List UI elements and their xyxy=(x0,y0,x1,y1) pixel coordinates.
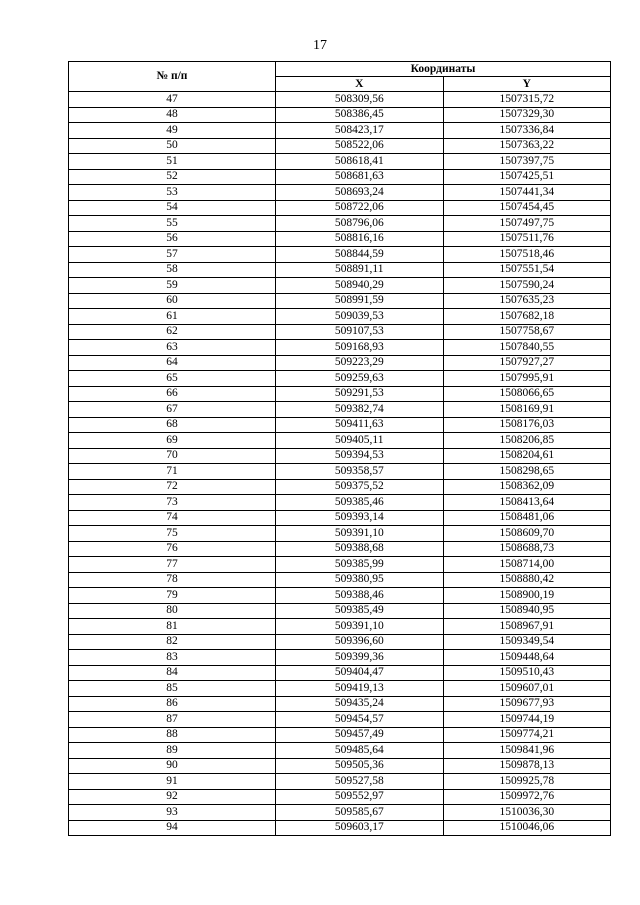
y-coordinate-cell: 1507363,22 xyxy=(443,138,611,154)
x-coordinate-cell: 508796,06 xyxy=(276,216,444,232)
point-number-cell: 91 xyxy=(69,774,276,790)
x-coordinate-cell: 509411,63 xyxy=(276,417,444,433)
x-coordinate-cell: 509385,99 xyxy=(276,557,444,573)
x-coordinate-cell: 509505,36 xyxy=(276,758,444,774)
point-number-cell: 82 xyxy=(69,634,276,650)
point-number-cell: 65 xyxy=(69,371,276,387)
point-number-cell: 50 xyxy=(69,138,276,154)
y-coordinate-cell: 1508481,06 xyxy=(443,510,611,526)
x-coordinate-cell: 509388,68 xyxy=(276,541,444,557)
x-coordinate-cell: 509404,47 xyxy=(276,665,444,681)
y-coordinate-cell: 1509878,13 xyxy=(443,758,611,774)
point-number-cell: 64 xyxy=(69,355,276,371)
table-row xyxy=(69,324,611,340)
point-number-header: № п/п xyxy=(69,62,276,92)
table-row xyxy=(69,712,611,728)
y-coordinate-cell: 1508967,91 xyxy=(443,619,611,635)
table-row xyxy=(69,572,611,588)
point-number-cell: 90 xyxy=(69,758,276,774)
point-number-cell: 53 xyxy=(69,185,276,201)
point-number-cell: 71 xyxy=(69,464,276,480)
table-row xyxy=(69,820,611,836)
point-number-cell: 74 xyxy=(69,510,276,526)
x-coordinate-cell: 509485,64 xyxy=(276,743,444,759)
x-coordinate-cell: 508891,11 xyxy=(276,262,444,278)
y-coordinate-cell: 1509510,43 xyxy=(443,665,611,681)
x-coordinate-cell: 508618,41 xyxy=(276,154,444,170)
x-coordinate-cell: 509259,63 xyxy=(276,371,444,387)
point-number-cell: 88 xyxy=(69,727,276,743)
point-number-cell: 54 xyxy=(69,200,276,216)
x-coordinate-cell: 509394,53 xyxy=(276,448,444,464)
coordinates-table xyxy=(68,61,611,836)
table-row xyxy=(69,650,611,666)
table-row xyxy=(69,758,611,774)
x-coordinate-cell: 509382,74 xyxy=(276,402,444,418)
table-row xyxy=(69,386,611,402)
x-coordinate-cell: 508991,59 xyxy=(276,293,444,309)
y-coordinate-cell: 1509841,96 xyxy=(443,743,611,759)
y-coordinate-cell: 1508688,73 xyxy=(443,541,611,557)
point-number-cell: 68 xyxy=(69,417,276,433)
table-row xyxy=(69,526,611,542)
table-row xyxy=(69,774,611,790)
y-coordinate-cell: 1509972,76 xyxy=(443,789,611,805)
y-coordinate-cell: 1508609,70 xyxy=(443,526,611,542)
point-number-cell: 94 xyxy=(69,820,276,836)
table-row xyxy=(69,355,611,371)
x-coordinate-cell: 509393,14 xyxy=(276,510,444,526)
table-row xyxy=(69,278,611,294)
table-row xyxy=(69,557,611,573)
y-coordinate-cell: 1507590,24 xyxy=(443,278,611,294)
y-coordinate-cell: 1509349,54 xyxy=(443,634,611,650)
x-coordinate-cell: 508309,56 xyxy=(276,92,444,108)
table-row xyxy=(69,696,611,712)
x-coordinate-cell: 509107,53 xyxy=(276,324,444,340)
x-coordinate-cell: 509223,29 xyxy=(276,355,444,371)
point-number-cell: 85 xyxy=(69,681,276,697)
page-number: 17 xyxy=(313,38,327,53)
table-row xyxy=(69,200,611,216)
table-row xyxy=(69,433,611,449)
table-row xyxy=(69,603,611,619)
y-coordinate-cell: 1508066,65 xyxy=(443,386,611,402)
table-row xyxy=(69,309,611,325)
point-number-cell: 92 xyxy=(69,789,276,805)
x-column-header: X xyxy=(276,77,444,92)
y-coordinate-cell: 1507511,76 xyxy=(443,231,611,247)
table-row xyxy=(69,588,611,604)
table-row xyxy=(69,154,611,170)
x-coordinate-cell: 509603,17 xyxy=(276,820,444,836)
table-row xyxy=(69,479,611,495)
x-coordinate-cell: 509585,67 xyxy=(276,805,444,821)
x-coordinate-cell: 508423,17 xyxy=(276,123,444,139)
y-coordinate-cell: 1508900,19 xyxy=(443,588,611,604)
x-coordinate-cell: 508693,24 xyxy=(276,185,444,201)
table-header-row xyxy=(69,62,611,77)
y-coordinate-cell: 1507518,46 xyxy=(443,247,611,263)
y-coordinate-cell: 1507682,18 xyxy=(443,309,611,325)
point-number-cell: 84 xyxy=(69,665,276,681)
y-coordinate-cell: 1507995,91 xyxy=(443,371,611,387)
point-number-cell: 63 xyxy=(69,340,276,356)
point-number-cell: 66 xyxy=(69,386,276,402)
table-row xyxy=(69,665,611,681)
point-number-cell: 67 xyxy=(69,402,276,418)
table-row xyxy=(69,743,611,759)
table-row xyxy=(69,402,611,418)
table-row xyxy=(69,619,611,635)
x-coordinate-cell: 509291,53 xyxy=(276,386,444,402)
table-row xyxy=(69,681,611,697)
table-row xyxy=(69,231,611,247)
point-number-cell: 93 xyxy=(69,805,276,821)
y-coordinate-cell: 1508204,61 xyxy=(443,448,611,464)
x-coordinate-cell: 509388,46 xyxy=(276,588,444,604)
table-row xyxy=(69,216,611,232)
point-number-cell: 78 xyxy=(69,572,276,588)
point-number-cell: 75 xyxy=(69,526,276,542)
x-coordinate-cell: 509391,10 xyxy=(276,526,444,542)
x-coordinate-cell: 509168,93 xyxy=(276,340,444,356)
point-number-cell: 55 xyxy=(69,216,276,232)
table-row xyxy=(69,727,611,743)
y-coordinate-cell: 1508413,64 xyxy=(443,495,611,511)
point-number-cell: 49 xyxy=(69,123,276,139)
x-coordinate-cell: 509039,53 xyxy=(276,309,444,325)
point-number-cell: 62 xyxy=(69,324,276,340)
table-row xyxy=(69,495,611,511)
x-coordinate-cell: 509435,24 xyxy=(276,696,444,712)
point-number-cell: 77 xyxy=(69,557,276,573)
y-coordinate-cell: 1508880,42 xyxy=(443,572,611,588)
y-coordinate-cell: 1509774,21 xyxy=(443,727,611,743)
table-row xyxy=(69,371,611,387)
x-coordinate-cell: 509396,60 xyxy=(276,634,444,650)
x-coordinate-cell: 508386,45 xyxy=(276,107,444,123)
x-coordinate-cell: 509457,49 xyxy=(276,727,444,743)
y-coordinate-cell: 1510036,30 xyxy=(443,805,611,821)
y-coordinate-cell: 1507329,30 xyxy=(443,107,611,123)
y-coordinate-cell: 1507441,34 xyxy=(443,185,611,201)
y-coordinate-cell: 1508176,03 xyxy=(443,417,611,433)
y-coordinate-cell: 1509677,93 xyxy=(443,696,611,712)
point-number-cell: 72 xyxy=(69,479,276,495)
y-coordinate-cell: 1508940,95 xyxy=(443,603,611,619)
point-number-cell: 83 xyxy=(69,650,276,666)
x-coordinate-cell: 509454,57 xyxy=(276,712,444,728)
y-coordinate-cell: 1507758,67 xyxy=(443,324,611,340)
y-coordinate-cell: 1507551,54 xyxy=(443,262,611,278)
x-coordinate-cell: 509380,95 xyxy=(276,572,444,588)
point-number-cell: 58 xyxy=(69,262,276,278)
x-coordinate-cell: 509358,57 xyxy=(276,464,444,480)
point-number-cell: 56 xyxy=(69,231,276,247)
y-coordinate-cell: 1507397,75 xyxy=(443,154,611,170)
table-row xyxy=(69,185,611,201)
y-coordinate-cell: 1507927,27 xyxy=(443,355,611,371)
table-row xyxy=(69,510,611,526)
table-row xyxy=(69,123,611,139)
x-coordinate-cell: 509375,52 xyxy=(276,479,444,495)
x-coordinate-cell: 509405,11 xyxy=(276,433,444,449)
x-coordinate-cell: 508522,06 xyxy=(276,138,444,154)
table-row xyxy=(69,805,611,821)
y-coordinate-cell: 1509607,01 xyxy=(443,681,611,697)
y-coordinate-cell: 1509744,19 xyxy=(443,712,611,728)
table-row xyxy=(69,169,611,185)
table-row xyxy=(69,464,611,480)
point-number-cell: 69 xyxy=(69,433,276,449)
point-number-cell: 76 xyxy=(69,541,276,557)
y-coordinate-cell: 1507315,72 xyxy=(443,92,611,108)
x-coordinate-cell: 509527,58 xyxy=(276,774,444,790)
table-row xyxy=(69,340,611,356)
point-number-cell: 60 xyxy=(69,293,276,309)
x-coordinate-cell: 508681,63 xyxy=(276,169,444,185)
x-coordinate-cell: 508816,16 xyxy=(276,231,444,247)
table-row xyxy=(69,138,611,154)
x-coordinate-cell: 509419,13 xyxy=(276,681,444,697)
point-number-cell: 52 xyxy=(69,169,276,185)
table-row xyxy=(69,92,611,108)
table-row xyxy=(69,247,611,263)
point-number-cell: 57 xyxy=(69,247,276,263)
y-coordinate-cell: 1508298,65 xyxy=(443,464,611,480)
table-row xyxy=(69,417,611,433)
table-row xyxy=(69,448,611,464)
point-number-cell: 80 xyxy=(69,603,276,619)
point-number-cell: 87 xyxy=(69,712,276,728)
point-number-cell: 79 xyxy=(69,588,276,604)
y-column-header: Y xyxy=(443,77,611,92)
table-row xyxy=(69,634,611,650)
table-row xyxy=(69,262,611,278)
point-number-cell: 86 xyxy=(69,696,276,712)
x-coordinate-cell: 509552,97 xyxy=(276,789,444,805)
point-number-cell: 51 xyxy=(69,154,276,170)
y-coordinate-cell: 1509448,64 xyxy=(443,650,611,666)
y-coordinate-cell: 1508206,85 xyxy=(443,433,611,449)
table-row xyxy=(69,541,611,557)
table-body xyxy=(69,92,611,836)
x-coordinate-cell: 508844,59 xyxy=(276,247,444,263)
point-number-cell: 73 xyxy=(69,495,276,511)
table-row xyxy=(69,107,611,123)
y-coordinate-cell: 1507497,75 xyxy=(443,216,611,232)
x-coordinate-cell: 508940,29 xyxy=(276,278,444,294)
y-coordinate-cell: 1508714,00 xyxy=(443,557,611,573)
point-number-cell: 59 xyxy=(69,278,276,294)
point-number-cell: 48 xyxy=(69,107,276,123)
point-number-cell: 47 xyxy=(69,92,276,108)
x-coordinate-cell: 509391,10 xyxy=(276,619,444,635)
x-coordinate-cell: 508722,06 xyxy=(276,200,444,216)
point-number-cell: 70 xyxy=(69,448,276,464)
coordinates-group-header: Координаты xyxy=(276,62,611,77)
y-coordinate-cell: 1508169,91 xyxy=(443,402,611,418)
y-coordinate-cell: 1508362,09 xyxy=(443,479,611,495)
y-coordinate-cell: 1510046,06 xyxy=(443,820,611,836)
x-coordinate-cell: 509385,49 xyxy=(276,603,444,619)
y-coordinate-cell: 1509925,78 xyxy=(443,774,611,790)
y-coordinate-cell: 1507336,84 xyxy=(443,123,611,139)
x-coordinate-cell: 509399,36 xyxy=(276,650,444,666)
point-number-cell: 81 xyxy=(69,619,276,635)
point-number-cell: 61 xyxy=(69,309,276,325)
table-row xyxy=(69,789,611,805)
y-coordinate-cell: 1507425,51 xyxy=(443,169,611,185)
y-coordinate-cell: 1507840,55 xyxy=(443,340,611,356)
y-coordinate-cell: 1507454,45 xyxy=(443,200,611,216)
x-coordinate-cell: 509385,46 xyxy=(276,495,444,511)
table-row xyxy=(69,293,611,309)
y-coordinate-cell: 1507635,23 xyxy=(443,293,611,309)
point-number-cell: 89 xyxy=(69,743,276,759)
